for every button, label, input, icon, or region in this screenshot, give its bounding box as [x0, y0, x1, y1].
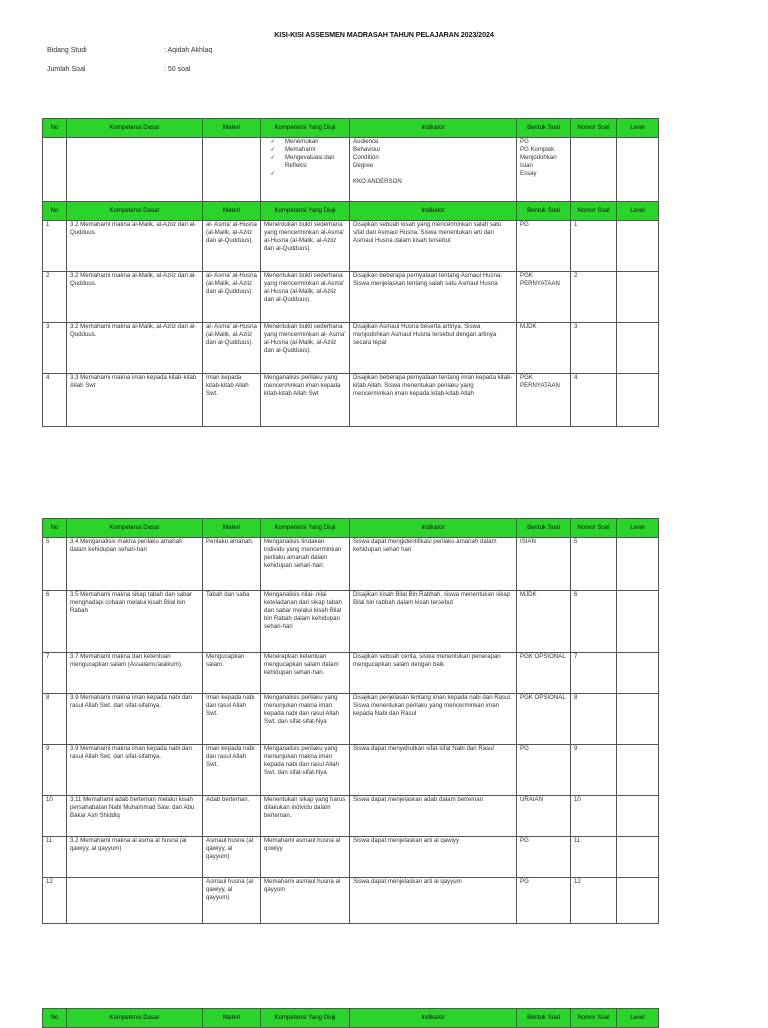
cell-materi: Perilaku amanah.: [203, 538, 261, 591]
cell-bentuk-soal: PG: [517, 745, 571, 796]
ref-level-cell: [617, 138, 659, 202]
header-indikator: Indikator: [350, 519, 517, 538]
cell-level: [617, 745, 659, 796]
header-materi: Materi: [203, 519, 261, 538]
header-no: No: [43, 119, 67, 138]
table-header-row: [43, 119, 659, 138]
ref-bentuk-item: Menjodohkan: [520, 154, 557, 162]
cell-bentuk-soal: PG: [517, 878, 571, 924]
table-row: [43, 591, 659, 653]
table-row: [43, 878, 659, 924]
table-row: [43, 745, 659, 796]
ref-bentuk-item: Essay: [520, 170, 537, 178]
cell-bentuk-soal: PG: [517, 221, 571, 272]
cell-kompetensi-yang-diuji: Memahami asmaul husna al qayyum: [261, 878, 350, 924]
check-icon: ✓: [270, 154, 276, 162]
cell-bentuk-soal: PGK OPSIONAL: [517, 694, 571, 745]
cell-level: [617, 837, 659, 878]
ref-indikator-cell: [350, 138, 517, 202]
header-level: Level: [617, 119, 659, 138]
cell-nomor-soal: 10: [571, 796, 617, 837]
cell-no: 10: [43, 796, 67, 837]
header-indikator: Indikator: [350, 202, 517, 221]
header-bentuk-soal: Bentuk Soal: [517, 519, 571, 538]
header-indikator: Indikator: [350, 119, 517, 138]
cell-kompetensi-dasar: 3.3 Memahami makna iman kepada kitab-kitab Allah Swt: [67, 374, 203, 427]
meta-label-bidang-studi: Bidang Studi: [47, 47, 87, 54]
cell-no: 12: [43, 878, 67, 924]
cell-bentuk-soal: URAIAN: [517, 796, 571, 837]
header-kompetensi-yang-diuji: Kompetensi Yang Diuji: [261, 1009, 350, 1028]
cell-kompetensi-dasar: 3.9 Memahami makna iman kepada nabi dan rasul Allah Swt. dan sifat-sifatnya.: [67, 694, 203, 745]
ref-kompetensi-item: Mengevaluasi dan Refleksi: [285, 154, 335, 170]
cell-kompetensi-yang-diuji: Menganalisis nilai- nilai keteladanan dari sikap tabah dan sabar melalui kisah Bilal bin Rabah dalam kehidupan sehari-hari: [261, 591, 350, 653]
cell-kompetensi-yang-diuji: Menentukan sikap yang harus dilakukan individu dalam berteman.: [261, 796, 350, 837]
cell-bentuk-soal: PGK PERNYATAAN: [517, 272, 571, 323]
cell-indikator: Disajikan kisah Bilal Bin Rabbah, siswa menentukan sikap Bilal bin rabbah dalam kisah tersebut: [350, 591, 517, 653]
header-kompetensi-dasar: Kompetensi Dasar: [67, 519, 203, 538]
header-bentuk-soal: Bentuk Soal: [517, 119, 571, 138]
table-row: [43, 538, 659, 591]
check-icon: ✓: [270, 146, 276, 154]
cell-indikator: Siswa dapat menjelaskan arti al qawiyy: [350, 837, 517, 878]
ref-indikator-item: Degree: [353, 162, 373, 170]
cell-nomor-soal: 1: [571, 221, 617, 272]
cell-materi: al- Asma' al-Husna (al-Malik, al-Aziiz dan al-Qudduus).: [203, 272, 261, 323]
cell-kompetensi-dasar: 3.5 Memahami makna sikap tabah dan sabar menghadapi cobaan melalui kisah Bilal bin Rabah: [67, 591, 203, 653]
cell-indikator: Disajikan beberapa pernyataan tentang Asmaul Husna. Siswa menjelaskan tentang salah satu Asmaul Husna: [350, 272, 517, 323]
cell-no: 2: [43, 272, 67, 323]
header-kompetensi-dasar: Kompetensi Dasar: [67, 202, 203, 221]
header-bentuk-soal: Bentuk Soal: [517, 202, 571, 221]
header-no: No: [43, 1009, 67, 1028]
header-kompetensi-dasar: Kompetensi Dasar: [67, 119, 203, 138]
cell-kompetensi-yang-diuji: Memahami asmaul husna al qowiyy: [261, 837, 350, 878]
header-no: No: [43, 202, 67, 221]
cell-no: 3: [43, 323, 67, 374]
cell-indikator: Siswa dapat menjelaskan adab dalam berteman: [350, 796, 517, 837]
header-kompetensi-yang-diuji: Kompetensi Yang Diuji: [261, 519, 350, 538]
cell-bentuk-soal: PGK PERNYATAAN: [517, 374, 571, 427]
cell-kompetensi-yang-diuji: Menerapkan ketentuan mengucapkan salam dalam kehidupan sehari-hari.: [261, 653, 350, 694]
ref-indikator-item: Condition: [353, 154, 379, 162]
kisi-kisi-table-1: [42, 118, 659, 427]
ref-kd-cell: [67, 138, 203, 202]
cell-materi: Iman kepada nabi dan rasul Allah Swt.: [203, 745, 261, 796]
cell-materi: Iman kepada kitab-kitab Allah Swt.: [203, 374, 261, 427]
cell-level: [617, 221, 659, 272]
cell-bentuk-soal: MJDK: [517, 591, 571, 653]
cell-no: 7: [43, 653, 67, 694]
cell-nomor-soal: 3: [571, 323, 617, 374]
cell-indikator: Siswa dapat menjelaskan arti al qayyum: [350, 878, 517, 924]
header-nomor-soal: Nomor Soal: [571, 519, 617, 538]
cell-nomor-soal: 2: [571, 272, 617, 323]
cell-nomor-soal: 12: [571, 878, 617, 924]
table-row: [43, 653, 659, 694]
cell-no: 6: [43, 591, 67, 653]
cell-nomor-soal: 5: [571, 538, 617, 591]
ref-kompetensi-item: Menemukan: [285, 138, 319, 145]
document-title: KISI-KISI ASSESMEN MADRASAH TAHUN PELAJARAN 2023/2024: [274, 30, 494, 39]
cell-nomor-soal: 6: [571, 591, 617, 653]
ref-nomor-cell: [571, 138, 617, 202]
cell-kompetensi-yang-diuji: Menentukan bukti sederhana yang mencerminkan al-Asma' al-Husna (al-Malik, al-Aziiz dan al-Qudduus).: [261, 272, 350, 323]
cell-kompetensi-yang-diuji: Menentukan bukti sederhana yang mencerminkan al- Asma' al-Husna (al-Malik, al-Aziiz dan al-Qudduus).: [261, 323, 350, 374]
cell-level: [617, 591, 659, 653]
cell-materi: Mengucapkan salam.: [203, 653, 261, 694]
cell-bentuk-soal: PG: [517, 837, 571, 878]
cell-materi: al- Asma' al-Husna (al-Malik, al-Aziiz dan al-Qudduus).: [203, 221, 261, 272]
header-kompetensi-yang-diuji: Kompetensi Yang Diuji: [261, 119, 350, 138]
cell-no: 4: [43, 374, 67, 427]
cell-level: [617, 796, 659, 837]
cell-materi: Asmaul husna (al qawiyy, al qayyum): [203, 837, 261, 878]
cell-kompetensi-yang-diuji: Menganalisis perilaku yang mencerminkan iman kepada kitab-kitab Allah Swt: [261, 374, 350, 427]
cell-level: [617, 272, 659, 323]
meta-label-jumlah-soal: Jumlah Soal: [47, 66, 86, 73]
cell-indikator: Disajikan Asmaul Husna beserta artinya. Siswa menjodohkan Asmaul Husna tersebut dengan artinya secara tepat: [350, 323, 517, 374]
header-kompetensi-dasar: Kompetensi Dasar: [67, 1009, 203, 1028]
cell-indikator: Disajikan sebuah kisah yang mencerminkan salah satu sifat dari Asmaul Husna. Siswa menentukan arti dari Asmaul Husna dalam kisah tersebut: [350, 221, 517, 272]
cell-bentuk-soal: ISIAN: [517, 538, 571, 591]
cell-kompetensi-yang-diuji: Menganalisis tindakan individu yang mencerminkan perilaku amanah dalam kehidupan sehari-hari.: [261, 538, 350, 591]
cell-nomor-soal: 11: [571, 837, 617, 878]
cell-no: 11: [43, 837, 67, 878]
header-bentuk-soal: Bentuk Soal: [517, 1009, 571, 1028]
table-row: [43, 323, 659, 374]
ref-indikator-item: Behaviour: [353, 146, 381, 154]
ref-kompetensi-cell: [261, 138, 350, 202]
header-nomor-soal: Nomor Soal: [571, 1009, 617, 1028]
cell-bentuk-soal: MJDK: [517, 323, 571, 374]
cell-kompetensi-dasar: 3.11 Memahami adab berteman melalui kisah persahabatan Nabi Muhammad Saw. dan Abu Bakar Ash Shiddiq: [67, 796, 203, 837]
cell-materi: Tabah dan saba: [203, 591, 261, 653]
header-nomor-soal: Nomor Soal: [571, 202, 617, 221]
table-row: [43, 837, 659, 878]
cell-level: [617, 878, 659, 924]
ref-no-cell: [43, 138, 67, 202]
cell-kompetensi-dasar: 3.9 Memahami makna iman kepada nabi dan rasul Allah Swt. dan sifat-sifatnya.: [67, 745, 203, 796]
ref-bentuk-item: Isian: [520, 162, 533, 170]
cell-indikator: Disajikan sebuah cerita, siswa menentukan penerapan mengucapkan salam dengan baik: [350, 653, 517, 694]
cell-level: [617, 653, 659, 694]
table-header-row: [43, 519, 659, 538]
cell-no: 8: [43, 694, 67, 745]
table-header-row: [43, 202, 659, 221]
header-no: No: [43, 519, 67, 538]
cell-kompetensi-yang-diuji: Menganalisis perilaku yang menunjukan makna iman kepada nabi dan rasul Allah Swt. dan sifat-sifat-Nya: [261, 694, 350, 745]
cell-materi: al- Asma' al-Husna (al-Malik, al-Aziiz dan al-Qudduus).: [203, 323, 261, 374]
header-nomor-soal: Nomor Soal: [571, 119, 617, 138]
cell-level: [617, 374, 659, 427]
cell-no: 5: [43, 538, 67, 591]
cell-level: [617, 694, 659, 745]
table-row: [43, 796, 659, 837]
ref-bentuk-item: PG: [520, 138, 529, 145]
cell-kompetensi-dasar: 3.7 Memahami makna dan ketentuan mengucapkan salam (Assalamu'alaikum).: [67, 653, 203, 694]
cell-level: [617, 538, 659, 591]
cell-kompetensi-dasar: 3.2 Memahami makna al asma al husna (al qawiyy, al qayyum): [67, 837, 203, 878]
check-icon: ✓: [270, 170, 276, 178]
header-indikator: Indikator: [350, 1009, 517, 1028]
cell-kompetensi-dasar: 3.2 Memahami makna al-Malik, al-Aziiz dan al-Qudduus.: [67, 221, 203, 272]
cell-indikator: Disajikan penjelasan tentang iman kepada nabi dan Rasul. Siswa menentukan perilaku yang mencerminkan iman kepada Nabi dan Rasul: [350, 694, 517, 745]
header-materi: Materi: [203, 119, 261, 138]
meta-value-jumlah-soal: : 50 soal: [164, 66, 191, 73]
kisi-kisi-table-2: [42, 518, 659, 924]
ref-indikator-item: KKO ANDERSON: [353, 178, 402, 186]
cell-bentuk-soal: PGK OPSIONAL: [517, 653, 571, 694]
table-row: [43, 272, 659, 323]
table-row: [43, 221, 659, 272]
cell-kompetensi-dasar: 3.2 Memahami makna al-Malik, al-Aziiz dan al-Qudduus.: [67, 272, 203, 323]
meta-value-bidang-studi: : Aqidah Akhlaq: [164, 47, 213, 54]
cell-materi: Adab berteman.: [203, 796, 261, 837]
ref-materi-cell: [203, 138, 261, 202]
header-level: Level: [617, 519, 659, 538]
cell-kompetensi-dasar: [67, 878, 203, 924]
cell-kompetensi-dasar: 3.2 Memahami makna al-Malik, al-Aziiz dan al-Qudduus.: [67, 323, 203, 374]
cell-kompetensi-yang-diuji: Menentukan bukti sederhana yang mencerminkan al-Asma' al-Husna (al-Malik, al-Aziiz dan al-Qudduus).: [261, 221, 350, 272]
cell-nomor-soal: 9: [571, 745, 617, 796]
table-row: [43, 694, 659, 745]
ref-bentuk-cell: [517, 138, 571, 202]
cell-indikator: Disajikan beberapa pernyataan tentang iman kepada kitab-kitab Allah. Siswa menentukan perilaku yang mencerminkan iman kepada kitab-kitab Allah: [350, 374, 517, 427]
ref-indikator-item: [353, 170, 513, 178]
ref-indikator-item: Audience: [353, 138, 379, 145]
header-materi: Materi: [203, 1009, 261, 1028]
cell-nomor-soal: 4: [571, 374, 617, 427]
check-icon: ✓: [270, 138, 276, 145]
table-header-row: [43, 1009, 659, 1028]
cell-materi: Iman kepada nabi dan rasul Allah Swt.: [203, 694, 261, 745]
table-row: [43, 374, 659, 427]
header-level: Level: [617, 202, 659, 221]
ref-bentuk-item: PG Komplek: [520, 146, 555, 154]
cell-indikator: Siswa dapat mengidentifikasi perilaku amanah dalam kehidupan sehari hari: [350, 538, 517, 591]
cell-kompetensi-yang-diuji: Menganalisis perilaku yang menunjukan makna iman kepada nabi dan rasul Allah Swt. dan sifat-sifat-Nya: [261, 745, 350, 796]
cell-materi: Asmaul husna (al qawiyy, al qayyum): [203, 878, 261, 924]
kisi-kisi-table-3: [42, 1008, 659, 1028]
ref-kompetensi-item: Memahami: [285, 146, 316, 154]
cell-nomor-soal: 7: [571, 653, 617, 694]
reference-row: [43, 138, 659, 202]
cell-kompetensi-dasar: 3.4 Menganalisis makna perilaku amanah dalam kehidupan sehari-hari: [67, 538, 203, 591]
cell-indikator: Siswa dapat menyebutkan sifat-sifat Nabi dan Rasul: [350, 745, 517, 796]
header-materi: Materi: [203, 202, 261, 221]
cell-no: 9: [43, 745, 67, 796]
header-level: Level: [617, 1009, 659, 1028]
cell-level: [617, 323, 659, 374]
cell-nomor-soal: 8: [571, 694, 617, 745]
cell-no: 1: [43, 221, 67, 272]
header-kompetensi-yang-diuji: Kompetensi Yang Diuji: [261, 202, 350, 221]
